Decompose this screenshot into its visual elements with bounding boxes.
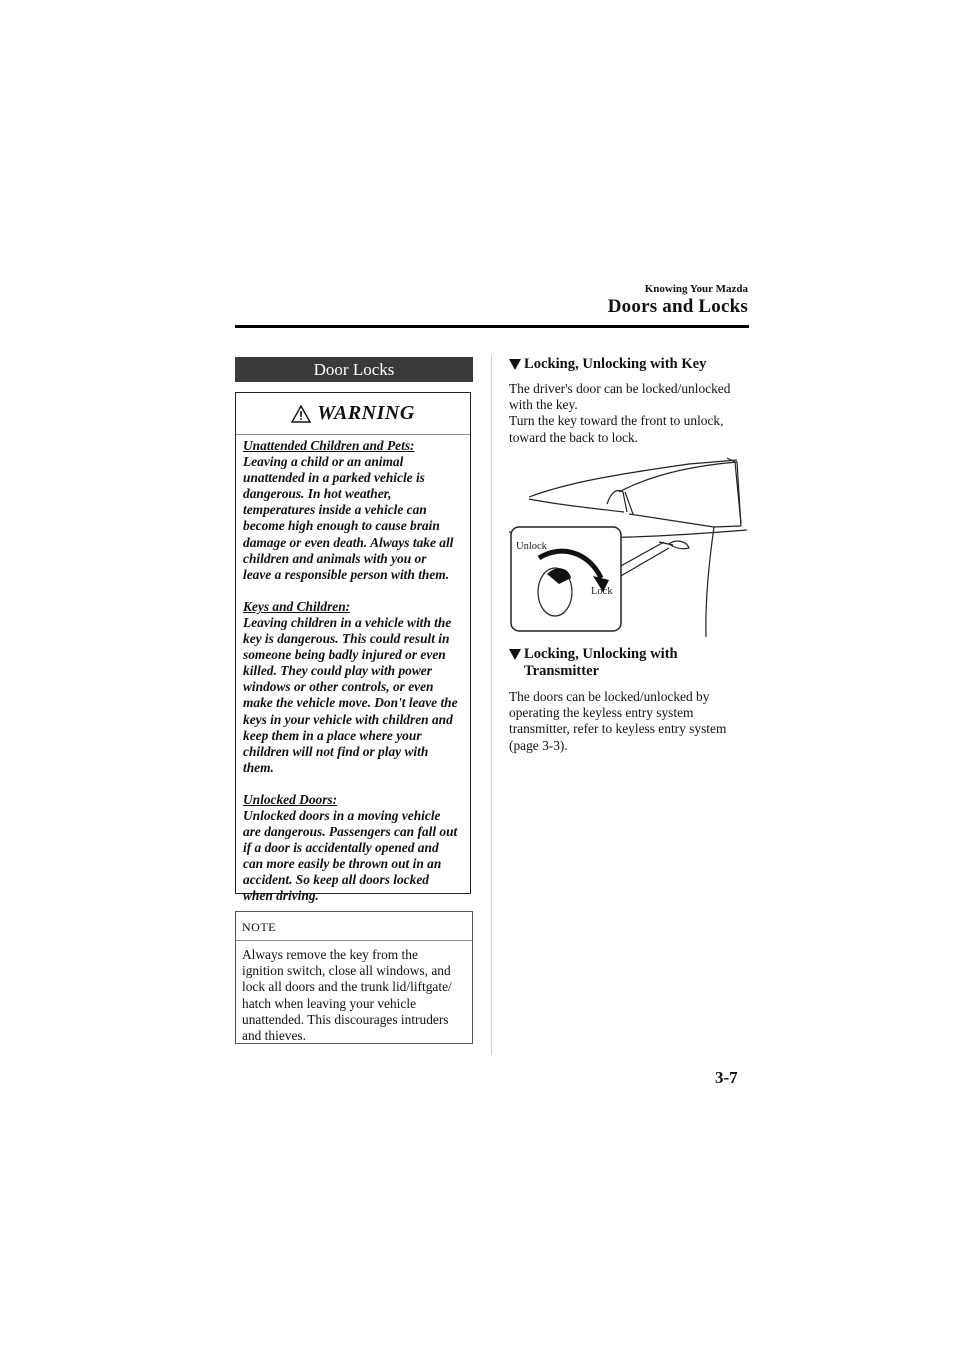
paragraph-line: The driver's door can be locked/unlocked (509, 381, 731, 396)
note-box (235, 911, 473, 1044)
paragraph-line: Turn the key toward the front to unlock, (509, 413, 724, 429)
door-lock-illustration (509, 452, 749, 638)
warning-line: dangerous. In hot weather, (243, 486, 392, 502)
down-triangle-icon (509, 358, 521, 372)
warning-title: WARNING (317, 402, 415, 424)
subheading-key (509, 356, 749, 373)
warning-line: someone being badly injured or even (243, 647, 446, 663)
subheading-transmitter (509, 646, 749, 680)
note-body (242, 947, 470, 1044)
note-line: ignition switch, close all windows, and (242, 963, 451, 979)
warning-line: children and animals with you or (243, 550, 427, 566)
warning-line: windows or other controls, or even (243, 679, 434, 695)
subheading-transmitter-line1: Locking, Unlocking with (524, 646, 678, 662)
page-number: 3-7 (715, 1068, 738, 1087)
transmitter-paragraph (509, 689, 749, 754)
warning-heading-unlocked-doors: Unlocked Doors: (243, 791, 338, 807)
key-paragraph (509, 381, 749, 446)
warning-line: make the vehicle move. Don't leave the (243, 695, 458, 711)
paragraph-line: with the key. (509, 397, 578, 413)
paragraph-line: The doors can be locked/unlocked by (509, 689, 710, 704)
warning-line: keep them in a place where your (243, 727, 422, 743)
down-triangle-icon (509, 648, 521, 662)
chapter-kicker: Knowing Your Mazda (644, 283, 748, 295)
warning-body (243, 438, 471, 905)
note-divider (236, 940, 472, 941)
paragraph-line: (page 3-3). (509, 737, 568, 753)
warning-line: if a door is accidentally opened and (243, 840, 439, 856)
warning-line: Unlocked doors in a moving vehicle (243, 807, 441, 823)
warning-line: killed. They could play with power (243, 663, 432, 679)
warning-line: key is dangerous. This could result in (243, 631, 450, 647)
paragraph-line: operating the keyless entry system (509, 705, 694, 721)
warning-line: keys in your vehicle with children and (243, 711, 453, 727)
subheading-key-text: Locking, Unlocking with Key (524, 356, 707, 372)
warning-line: temperatures inside a vehicle can (243, 502, 427, 518)
paragraph-line: transmitter, refer to keyless entry system (509, 721, 727, 737)
warning-triangle-icon (291, 405, 311, 423)
warning-line: accident. So keep all doors locked (243, 872, 429, 888)
column-divider (491, 355, 492, 1055)
note-line: and thieves. (242, 1028, 306, 1044)
warning-heading-keys-children: Keys and Children: (243, 598, 351, 614)
lock-label: Lock (591, 586, 613, 597)
note-line: unattended. This discourages intruders (242, 1011, 449, 1027)
section-title: Doors and Locks (607, 296, 748, 317)
warning-line: children will not find or play with (243, 743, 429, 759)
subheading-transmitter-line2: Transmitter (524, 663, 600, 679)
warning-line: are dangerous. Passengers can fall out (243, 824, 458, 840)
warning-line: Leaving children in a vehicle with the (243, 614, 452, 630)
door-locks-banner: Door Locks (235, 357, 473, 382)
paragraph-line: toward the back to lock. (509, 429, 639, 445)
warning-line: Leaving a child or an animal (243, 454, 404, 470)
note-title: NOTE (242, 920, 276, 934)
unlock-label: Unlock (516, 541, 547, 552)
header-rule (235, 325, 749, 328)
warning-line: leave a responsible person with them. (243, 566, 450, 582)
warning-box (235, 392, 471, 904)
note-line: hatch when leaving your vehicle (242, 995, 417, 1011)
warning-line: become high enough to cause brain (243, 518, 440, 534)
note-line: lock all doors and the trunk lid/liftgate/ (242, 979, 452, 995)
warning-header (236, 393, 470, 435)
warning-heading-children-pets: Unattended Children and Pets: (243, 438, 415, 453)
warning-line: when driving. (243, 888, 319, 904)
warning-line: unattended in a parked vehicle is (243, 470, 425, 486)
warning-line: can more easily be thrown out in an (243, 856, 442, 872)
note-line: Always remove the key from the (242, 947, 418, 962)
warning-line: damage or even death. Always take all (243, 534, 454, 550)
warning-line: them. (243, 759, 274, 775)
